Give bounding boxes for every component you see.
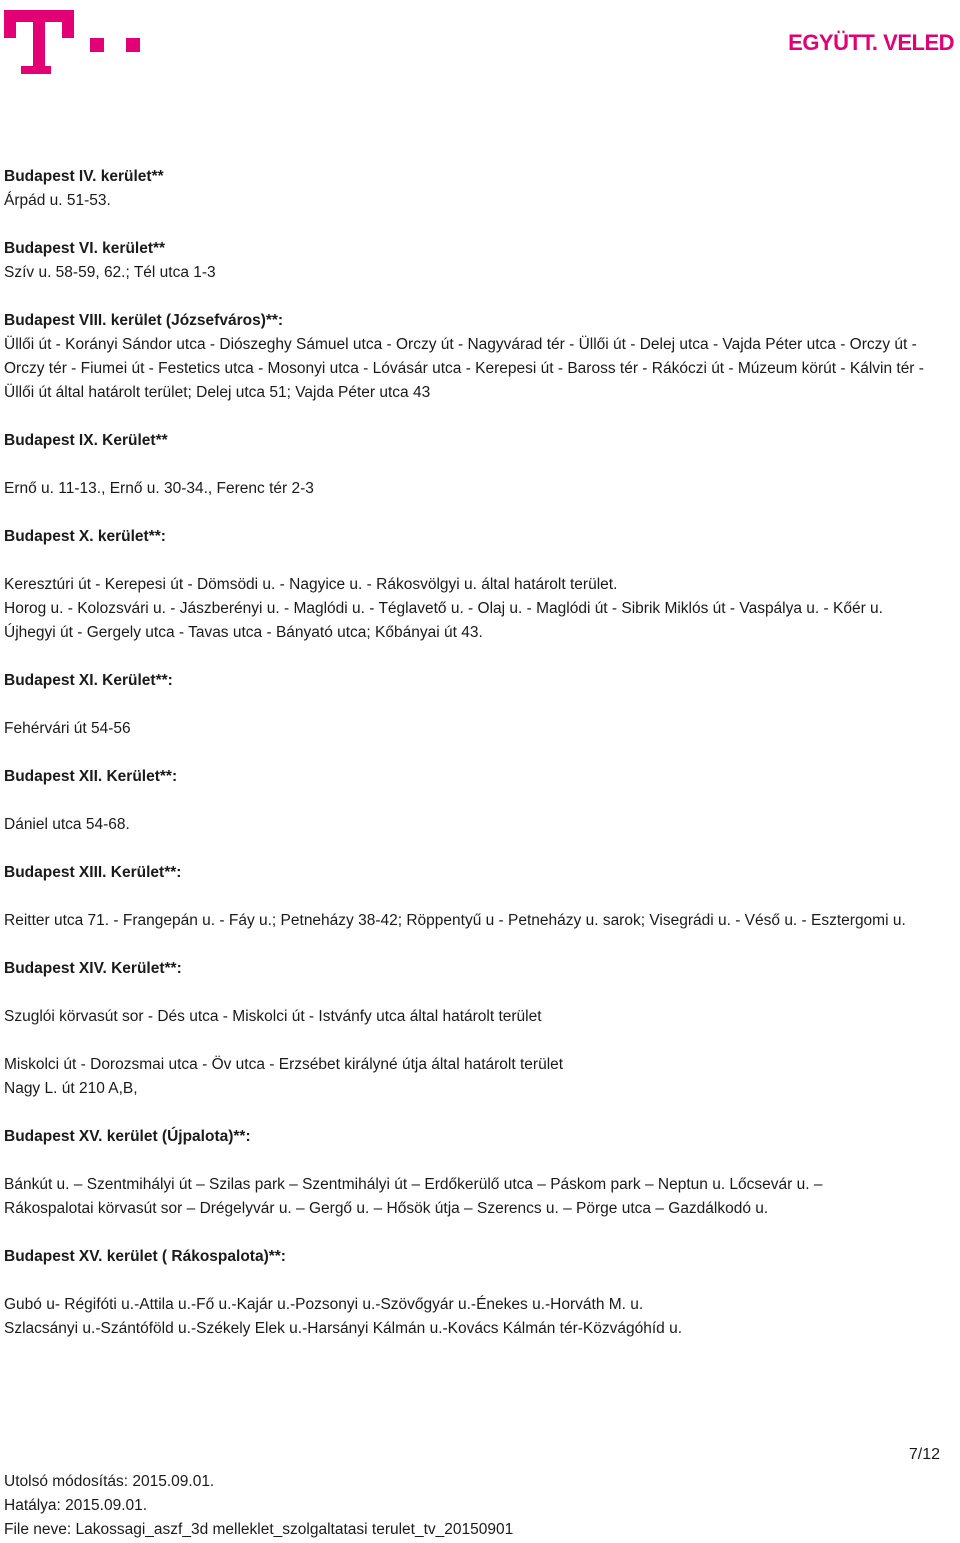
district-heading: Budapest XV. kerület ( Rákospalota)**:: [4, 1248, 286, 1265]
slogan: EGYÜTT. VELED: [788, 30, 954, 55]
address-line: Nagy L. út 210 A,B,: [4, 1080, 138, 1097]
address-line: [4, 789, 954, 813]
address-line: Reitter utca 71. - Frangepán u. - Fáy u.; Petneházy 38-42; Röppentyű u - Petneházy u. sarok; Visegrádi u. - Véső u. - Esztergomi u.: [4, 912, 906, 929]
district-heading: Budapest VIII. kerület (Józsefváros)**:: [4, 312, 284, 329]
address-line: Rákospalotai körvasút sor – Drégelyvár u. – Gergő u. – Hősök útja – Szerencs u. – Pörge utca – Gazdálkodó u.: [4, 1200, 769, 1217]
address-line: Üllői út által határolt terület; Delej utca 51; Vajda Péter utca 43: [4, 384, 431, 401]
district-heading: Budapest XI. Kerület**:: [4, 672, 173, 689]
address-line: Szuglói körvasút sor - Dés utca - Miskolci út - Istvánfy utca által határolt terület: [4, 1008, 542, 1025]
district-section: [4, 429, 954, 525]
district-section: [4, 1245, 954, 1341]
address-line: Újhegyi út - Gergely utca - Tavas utca - Bányató utca; Kőbányai út 43.: [4, 624, 483, 641]
address-line: Árpád u. 51-53.: [4, 192, 111, 209]
address-line: Keresztúri út - Kerepesi út - Dömsödi u. - Nagyice u. - Rákosvölgyi u. által határolt terület.: [4, 576, 618, 593]
section-spacer: [4, 1101, 954, 1125]
district-section: [4, 861, 954, 957]
section-spacer: [4, 933, 954, 957]
address-line: [4, 1029, 954, 1053]
section-spacer: [4, 645, 954, 669]
address-line: Dániel utca 54-68.: [4, 816, 130, 833]
district-section: [4, 957, 954, 1125]
address-line: Üllői út - Korányi Sándor utca - Diószeghy Sámuel utca - Orczy út - Nagyvárad tér - Üllői út - Delej utca - Vajda Péter utca - Orczy út -: [4, 336, 917, 353]
section-spacer: [4, 213, 954, 237]
page-number: 7/12: [908, 1446, 940, 1463]
section-spacer: [4, 285, 954, 309]
address-line: Fehérvári út 54-56: [4, 720, 131, 737]
address-line: [4, 693, 954, 717]
section-spacer: [4, 741, 954, 765]
file-name: File neve: Lakossagi_aszf_3d melleklet_szolgaltatasi terulet_tv_20150901: [4, 1521, 514, 1538]
district-heading: Budapest IX. Kerület**: [4, 432, 168, 449]
district-section: [4, 1125, 954, 1245]
section-spacer: [4, 1221, 954, 1245]
address-line: [4, 1269, 954, 1293]
district-section: [4, 309, 954, 429]
district-section: [4, 237, 954, 309]
address-line: [4, 885, 954, 909]
address-line: Bánkút u. – Szentmihályi út – Szilas park – Szentmihályi út – Erdőkerülő utca – Páskom park – Neptun u. Lőcsevár u. –: [4, 1176, 823, 1193]
district-section: [4, 765, 954, 861]
address-line: Szív u. 58-59, 62.; Tél utca 1-3: [4, 264, 216, 281]
address-line: [4, 549, 954, 573]
effective-date: Hatálya: 2015.09.01.: [4, 1497, 148, 1514]
address-line: Orczy tér - Fiumei út - Festetics utca - Mosonyi utca - Lóvásár utca - Kerepesi út - Baross tér - Rákóczi út - Múzeum körút - Kálvin tér -: [4, 360, 924, 377]
telekom-logo: [4, 6, 144, 76]
district-heading: Budapest XV. kerület (Újpalota)**:: [4, 1128, 251, 1145]
district-heading: Budapest X. kerület**:: [4, 528, 166, 545]
district-heading: Budapest XIV. Kerület**:: [4, 960, 182, 977]
address-line: Horog u. - Kolozsvári u. - Jászberényi u. - Maglódi u. - Téglavető u. - Olaj u. - Maglódi út - Sibrik Miklós út - Vaspálya u. - Kőér u.: [4, 600, 883, 617]
modified-date: Utolsó módosítás: 2015.09.01.: [4, 1473, 215, 1490]
section-spacer: [4, 405, 954, 429]
address-line: Gubó u- Régifóti u.-Attila u.-Fő u.-Kajár u.-Pozsonyi u.-Szövőgyár u.-Énekes u.-Horváth M. u.: [4, 1296, 644, 1313]
district-heading: Budapest XII. Kerület**:: [4, 768, 178, 785]
district-heading: Budapest VI. kerület**: [4, 240, 166, 257]
footer: [4, 1470, 513, 1542]
district-heading: Budapest IV. kerület**: [4, 168, 164, 185]
document-body: [4, 165, 954, 1341]
district-section: [4, 525, 954, 669]
section-spacer: [4, 837, 954, 861]
district-section: [4, 165, 954, 237]
address-line: [4, 981, 954, 1005]
address-line: [4, 1149, 954, 1173]
section-spacer: [4, 501, 954, 525]
address-line: Miskolci út - Dorozsmai utca - Öv utca - Erzsébet királyné útja által határolt terület: [4, 1056, 564, 1073]
district-section: [4, 669, 954, 765]
address-line: [4, 453, 954, 477]
district-heading: Budapest XIII. Kerület**:: [4, 864, 182, 881]
address-line: Ernő u. 11-13., Ernő u. 30-34., Ferenc tér 2-3: [4, 480, 314, 497]
address-line: Szlacsányi u.-Szántóföld u.-Székely Elek u.-Harsányi Kálmán u.-Kovács Kálmán tér-Közvágóhíd u.: [4, 1320, 683, 1337]
